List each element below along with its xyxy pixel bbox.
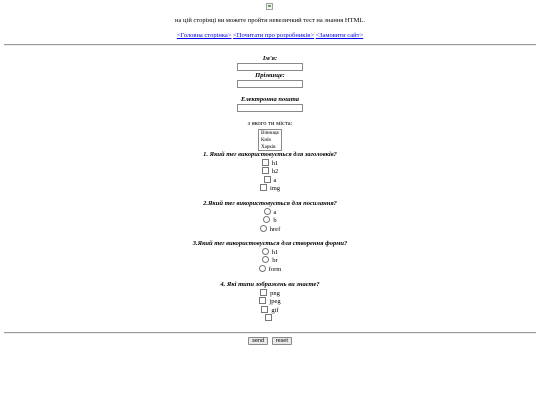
q2-option-a[interactable]: a	[0, 208, 540, 217]
question-1-title: 1. Який тег використовується для заголовків?	[203, 151, 337, 158]
email-input[interactable]	[237, 104, 303, 112]
radio-icon[interactable]	[259, 265, 266, 272]
q2-option-href[interactable]: href	[0, 225, 540, 234]
nav-link-developers[interactable]: <Почитати про розробників>	[233, 32, 314, 39]
form-buttons	[0, 337, 540, 345]
radio-icon[interactable]	[262, 256, 269, 263]
name-field-group	[0, 55, 540, 71]
q2-option-b[interactable]: b	[0, 216, 540, 225]
q1-option-h2[interactable]: h2	[0, 167, 540, 176]
radio-icon[interactable]	[260, 225, 267, 232]
q4-option-jpeg[interactable]: jpeg	[0, 297, 540, 306]
checkbox-icon[interactable]	[265, 314, 272, 321]
checkbox-icon[interactable]	[259, 297, 266, 304]
checkbox-icon[interactable]	[264, 176, 271, 183]
city-field-group	[0, 120, 540, 151]
broken-image-icon	[266, 3, 273, 10]
send-button[interactable]: send	[248, 337, 268, 345]
radio-icon[interactable]	[264, 208, 271, 215]
checkbox-icon[interactable]	[261, 306, 268, 313]
question-3-title: 3.Який тег використовується для створення форми?	[192, 240, 348, 247]
email-field-group	[0, 96, 540, 112]
divider-top	[4, 44, 536, 46]
city-label: з якого ти міста:	[247, 120, 293, 127]
radio-icon[interactable]	[262, 248, 269, 255]
city-listbox[interactable]	[258, 129, 282, 151]
q4-option-png[interactable]: png	[0, 289, 540, 298]
intro-text: на цій сторінці ви можете пройти невеличкий тест на знання HTML.	[175, 17, 365, 24]
q1-option-img[interactable]: img	[0, 184, 540, 193]
divider-bottom	[4, 332, 536, 334]
nav-bar	[0, 32, 540, 40]
surname-field-group	[0, 72, 540, 88]
question-2-title: 2.Який тег використовується для посилання?	[203, 200, 337, 207]
q3-option-h1[interactable]: h1	[0, 248, 540, 257]
checkbox-icon[interactable]	[262, 159, 269, 166]
question-4-title: 4. Які типи зображень ви знаєте?	[220, 281, 320, 288]
question-2	[0, 200, 540, 233]
question-3	[0, 240, 540, 273]
question-4	[0, 281, 540, 323]
nav-link-home[interactable]: <Головна сторінка>	[176, 32, 232, 39]
q3-option-form[interactable]: form	[0, 265, 540, 274]
q4-option-empty[interactable]	[0, 314, 540, 323]
surname-input[interactable]	[237, 80, 303, 88]
name-input[interactable]	[237, 63, 303, 71]
q4-option-gif[interactable]: gif	[0, 306, 540, 315]
name-label: Ім'я:	[262, 55, 278, 62]
q1-option-h1[interactable]: h1	[0, 159, 540, 168]
checkbox-icon[interactable]	[262, 167, 269, 174]
city-option[interactable]: Харків	[261, 144, 276, 150]
nav-link-order-site[interactable]: <Замовити сайт>	[315, 32, 364, 39]
city-option[interactable]: Київ	[261, 137, 271, 143]
radio-icon[interactable]	[263, 216, 270, 223]
reset-button[interactable]: reset	[272, 337, 292, 345]
checkbox-icon[interactable]	[260, 289, 267, 296]
checkbox-icon[interactable]	[260, 184, 267, 191]
question-1	[0, 151, 540, 193]
q1-option-a[interactable]: a	[0, 176, 540, 185]
email-label: Електронна пошта	[241, 96, 299, 103]
q3-option-br[interactable]: br	[0, 256, 540, 265]
city-option[interactable]: Вінниця	[261, 130, 279, 136]
surname-label: Прізвище:	[255, 72, 285, 79]
